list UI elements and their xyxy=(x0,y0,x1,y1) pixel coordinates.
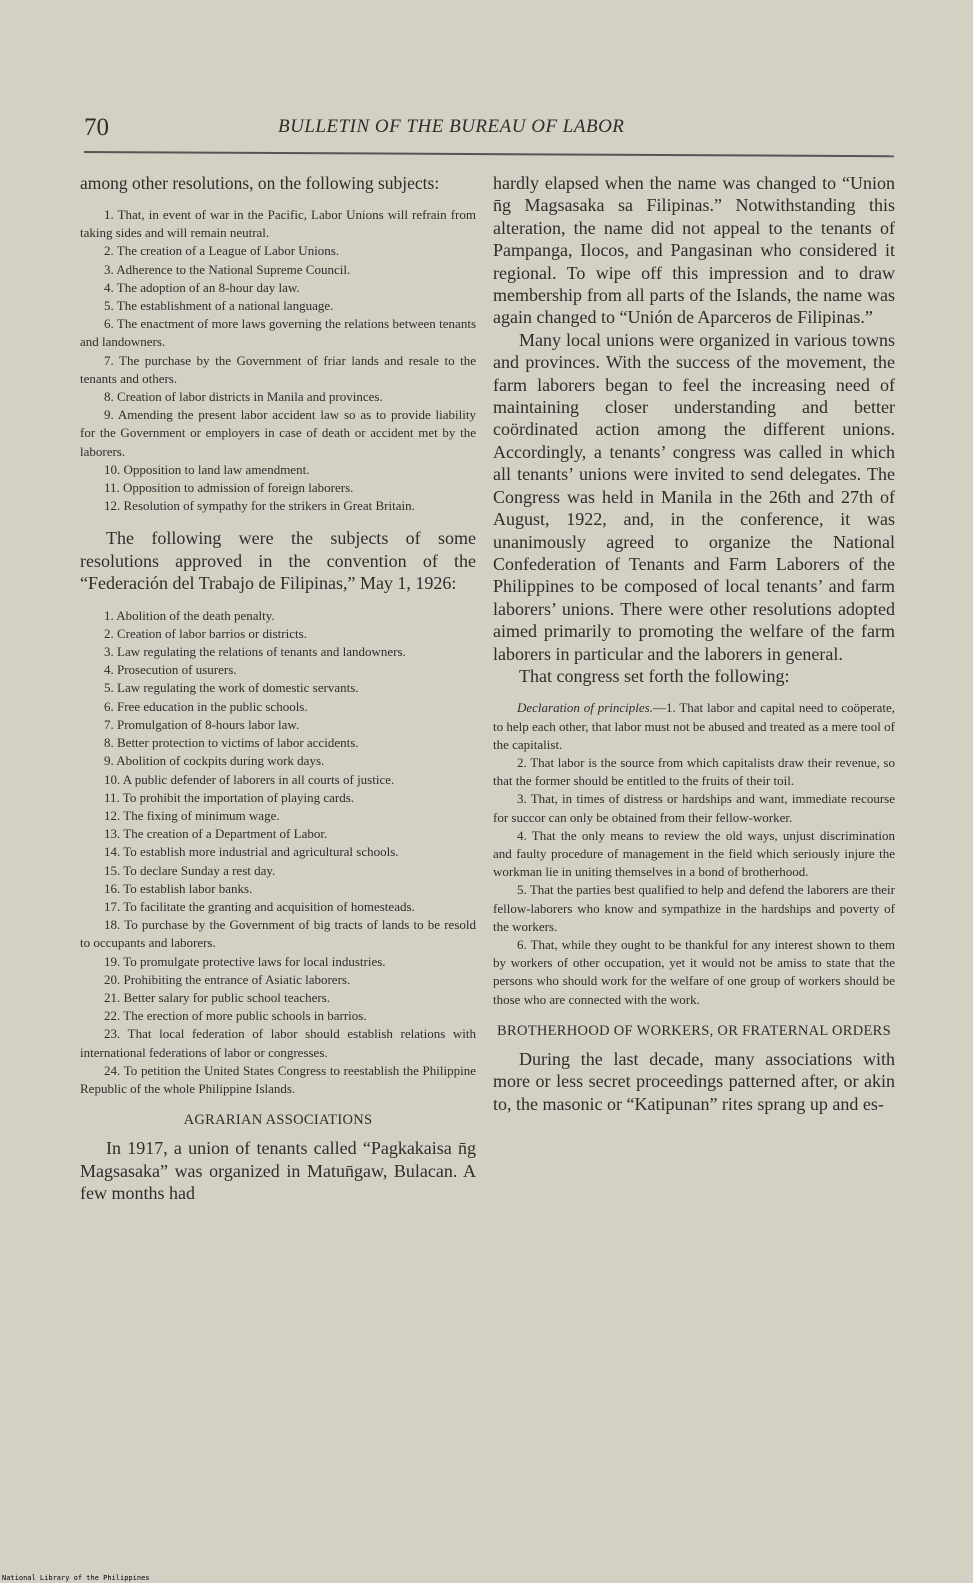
list-item: 13. The creation of a Department of Labor. xyxy=(104,826,328,842)
spacer xyxy=(80,595,476,607)
list-item: 16. To establish labor banks. xyxy=(104,880,253,896)
header-rule xyxy=(84,151,894,157)
principle-item xyxy=(493,699,895,754)
list-item: 9. Amending the present labor accident law so as to provide liability for the Government or employers in case of death or accident met by the laborers. xyxy=(80,407,476,459)
list-item: 1. Abolition of the death penalty. xyxy=(104,607,275,623)
list-item: 1. That, in event of war in the Pacific, Labor Unions will refrain from taking sides and will remain neutral. xyxy=(80,207,476,241)
list-item: 19. To promulgate protective laws for local industries. xyxy=(104,953,386,969)
section-heading-brotherhood: BROTHERHOOD OF WORKERS, OR FRATERNAL ORDERS xyxy=(497,1022,891,1039)
spacer xyxy=(493,687,895,699)
list-item: 4. Prosecution of usurers. xyxy=(104,662,237,678)
list-item: 5. Law regulating the work of domestic servants. xyxy=(104,680,359,696)
left-column xyxy=(80,172,476,1204)
list-item: 6. Free education in the public schools. xyxy=(104,698,308,714)
paragraph-local-unions: Many local unions were organized in various towns and provinces. With the success of the movement, the farm laborers began to feel the increasing need of maintaining closer understanding and better coördinated action among the different unions. Accordingly, a tenants’ congress was called in which all tenants’ unions were invited to send delegates. The Congress was held in Manila in the 26th and 27th of August, 1922, and, in the conference, it was unanimously agreed to organize the National Confederation of Tenants and Farm Laborers of the Philippines to be composed of local tenants’ and farm laborers’ unions. There were other resolutions adopted aimed primarily to promoting the welfare of the farm laborers in particular and the laborers in general. xyxy=(493,329,895,664)
list-item: 14. To establish more industrial and agricultural schools. xyxy=(104,844,399,860)
list-item: 9. Abolition of cockpits during work days. xyxy=(104,753,325,769)
list-item: 11. To prohibit the importation of playing cards. xyxy=(104,789,355,805)
spacer xyxy=(80,515,476,527)
paragraph-1926: The following were the subjects of some resolutions approved in the convention of the “Federación del Trabajo de Filipinas,” May 1, 1926: xyxy=(80,528,476,594)
principle-item: 4. That the only means to review the old ways, unjust discrimination and faulty procedure of management in the field which seriously injure the workman lie in uniting themselves in a bond of brotherhood. xyxy=(493,827,895,880)
principle-item: 2. That labor is the source from which capitalists draw their revenue, so that the former should be entitled to the fruits of their toil. xyxy=(493,754,895,789)
list-item: 6. The enactment of more laws governing the relations between tenants and landowners. xyxy=(80,316,476,350)
principle-item: 5. That the parties best qualified to help and defend the laborers are their fellow-laborers who know and sympathize in the hardships and poverty of the workers. xyxy=(493,882,895,934)
list-item: 10. Opposition to land law amendment. xyxy=(104,461,310,477)
spacer xyxy=(493,1009,895,1021)
list-item: 21. Better salary for public school teachers. xyxy=(104,989,330,1005)
list-item: 10. A public defender of laborers in all courts of justice. xyxy=(104,771,395,787)
list-item: 23. That local federation of labor should establish relations with international federations of labor or congresses. xyxy=(80,1026,476,1060)
list-item: 24. To petition the United States Congress to reestablish the Philippine Republic of the whole Philippine Islands. xyxy=(80,1062,476,1096)
paragraph-union-name: hardly elapsed when the name was changed to “Union n̄g Magsasaka sa Filipinas.” Notwithstanding this alteration, the name did not appeal to the tenants of Pampanga, Ilocos, and Pangasinan who considered it regional. To wipe off this impression and to draw membership from all parts of the Islands, the name was again changed to “Unión de Aparceros de Filipinas.” xyxy=(493,173,895,328)
list-item: 8. Creation of labor districts in Manila and provinces. xyxy=(104,389,383,405)
page-number: 70 xyxy=(84,114,109,141)
resolution-list-1 xyxy=(80,206,476,515)
list-item: 3. Law regulating the relations of tenants and landowners. xyxy=(104,644,406,660)
principle-item: 3. That, in times of distress or hardships and want, immediate recourse for succor can only be obtained from their fellow-worker. xyxy=(493,791,895,825)
list-item: 22. The erection of more public schools in barrios. xyxy=(104,1008,367,1024)
list-item: 3. Adherence to the National Supreme Council. xyxy=(104,261,351,277)
footer-credit: National Library of the Philippines xyxy=(2,1574,150,1582)
principle-item: 6. That, while they ought to be thankful for any interest shown to them by workers of other occupation, yet it would not be amiss to state that the persons who should work for the welfare of one group of workers should be those who are connected with the work. xyxy=(493,936,895,1007)
intro-text: among other resolutions, on the following subjects: xyxy=(80,173,440,193)
list-item: 12. Resolution of sympathy for the strikers in Great Britain. xyxy=(104,498,415,514)
section-heading-agrarian: AGRARIAN ASSOCIATIONS xyxy=(183,1112,373,1129)
list-item: 2. The creation of a League of Labor Unions. xyxy=(104,243,340,259)
right-column xyxy=(493,172,895,1115)
list-item: 4. The adoption of an 8-hour day law. xyxy=(104,279,300,295)
list-item: 17. To facilitate the granting and acquisition of homesteads. xyxy=(104,898,415,914)
paragraph-congress: That congress set forth the following: xyxy=(519,665,790,686)
spacer xyxy=(80,1098,476,1110)
list-item: 15. To declare Sunday a rest day. xyxy=(104,862,276,878)
list-item: 12. The fixing of minimum wage. xyxy=(104,807,280,823)
list-item: 18. To purchase by the Government of big tracts of lands to be resold to occupants and laborers. xyxy=(80,917,476,951)
list-item: 7. Promulgation of 8-hours labor law. xyxy=(104,716,300,732)
agrarian-paragraph: In 1917, a union of tenants called “Pagkakaisa n̄g Magsasaka” was organized in Matun̄gaw, Bulacan. A few months had xyxy=(80,1138,476,1203)
list-item: 5. The establishment of a national language. xyxy=(104,298,334,314)
list-item: 2. Creation of labor barrios or districts. xyxy=(104,625,307,641)
list-item: 8. Better protection to victims of labor accidents. xyxy=(104,735,359,751)
resolution-list-2 xyxy=(80,607,476,1098)
list-item: 20. Prohibiting the entrance of Asiatic laborers. xyxy=(104,971,351,987)
brotherhood-paragraph: During the last decade, many associations with more or less secret proceedings patterned after, or akin to, the masonic or “Katipunan” rites sprang up and es- xyxy=(493,1048,895,1114)
running-head: BULLETIN OF THE BUREAU OF LABOR xyxy=(278,116,625,137)
spacer xyxy=(80,194,476,206)
declaration-title: Declaration of principles. xyxy=(517,700,653,716)
principle-text: —1. That labor and capital need to coöperate, to help each other, that labor must not be abused and treated as a mere tool of the capitalist. xyxy=(493,700,896,752)
list-item: 11. Opposition to admission of foreign laborers. xyxy=(104,480,354,496)
list-item: 7. The purchase by the Government of friar lands and resale to the tenants and others. xyxy=(80,352,476,386)
